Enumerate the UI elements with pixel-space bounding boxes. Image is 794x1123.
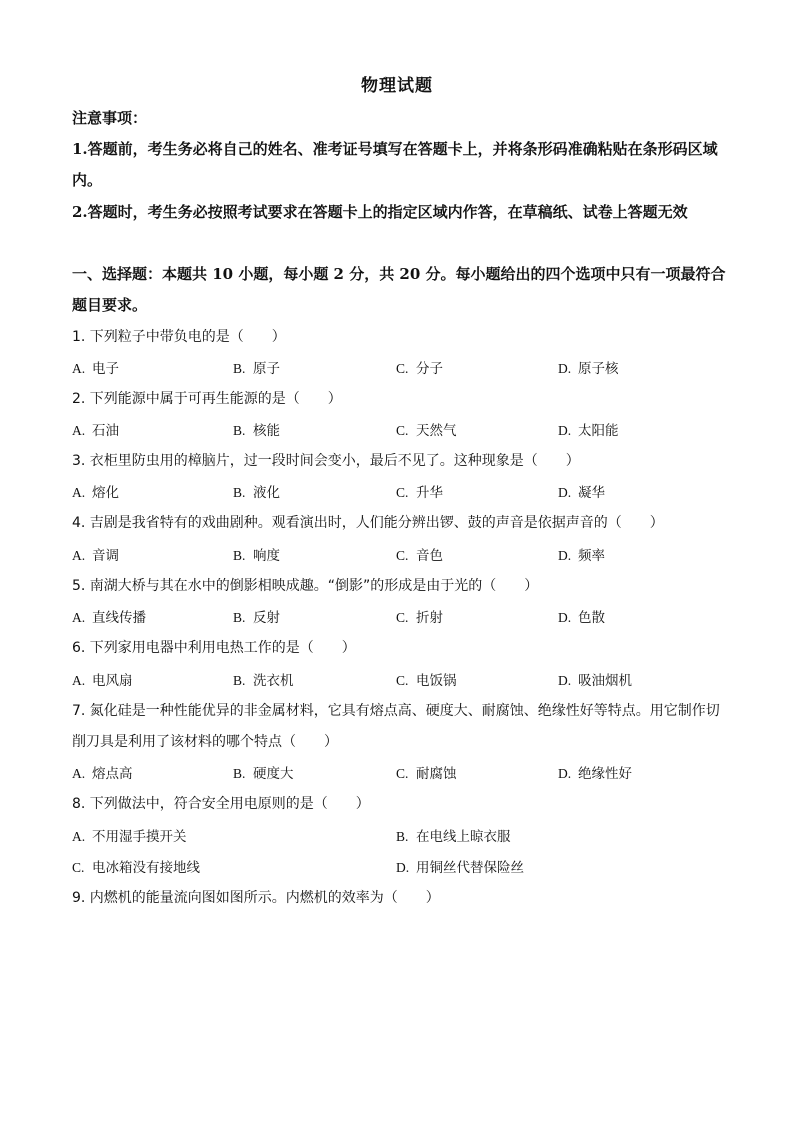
notice-heading: 注意事项： xyxy=(72,109,148,127)
option-d: D. 太阳能 xyxy=(558,423,619,439)
page-title: 物理试题 xyxy=(361,76,433,96)
option-b: B. 核能 xyxy=(233,423,280,439)
option-a: A. 不用湿手摸开关 xyxy=(72,829,187,845)
option-c: C. 耐腐蚀 xyxy=(396,766,457,782)
question-1-stem: 1. 下列粒子中带负电的是（ ） xyxy=(72,329,286,345)
option-c: C. 电饭锅 xyxy=(396,673,457,689)
option-b: B. 在电线上晾衣服 xyxy=(396,829,511,845)
option-a: A. 熔化 xyxy=(72,485,119,501)
question-8-options-row-2 xyxy=(72,852,728,883)
question-9-stem: 9. 内燃机的能量流向图如图所示。内燃机的效率为（ ） xyxy=(72,890,440,906)
question-1-options xyxy=(72,353,728,384)
option-b: B. 反射 xyxy=(233,610,280,626)
question-8-stem: 8. 下列做法中，符合安全用电原则的是（ ） xyxy=(72,796,370,812)
option-a: A. 电子 xyxy=(72,361,119,377)
option-b: B. 液化 xyxy=(233,485,280,501)
option-c: C. 升华 xyxy=(396,485,443,501)
option-d: D. 色散 xyxy=(558,610,605,626)
option-a: A. 石油 xyxy=(72,423,119,439)
option-c: C. 天然气 xyxy=(396,423,457,439)
option-d: D. 凝华 xyxy=(558,485,605,501)
question-7-stem: 7. 氮化硅是一种性能优异的非金属材料，它具有熔点高、硬度大、耐腐蚀、绝缘性好等特点。用它制作切削刀具是利用了该材料的哪个特点（ ） xyxy=(72,703,720,750)
question-3-options xyxy=(72,477,728,508)
option-a: A. 电风扇 xyxy=(72,673,133,689)
option-d: D. 绝缘性好 xyxy=(558,766,632,782)
question-4-options xyxy=(72,540,728,571)
option-c: C. 分子 xyxy=(396,361,443,377)
notice-item-1: 1.答题前，考生务必将自己的姓名、准考证号填写在答题卡上，并将条形码准确粘贴在条形码区域内。 xyxy=(72,140,718,189)
question-7-options xyxy=(72,758,728,789)
option-d: D. 用铜丝代替保险丝 xyxy=(396,860,524,876)
question-6-stem: 6. 下列家用电器中利用电热工作的是（ ） xyxy=(72,640,356,656)
option-d: D. 吸油烟机 xyxy=(558,673,632,689)
option-d: D. 频率 xyxy=(558,548,605,564)
option-a: A. 音调 xyxy=(72,548,119,564)
option-b: B. 原子 xyxy=(233,361,280,377)
option-b: B. 硬度大 xyxy=(233,766,294,782)
question-5-options xyxy=(72,602,728,633)
option-a: A. 直线传播 xyxy=(72,610,146,626)
question-6-options xyxy=(72,665,728,696)
notice-item-2: 2.答题时，考生务必按照考试要求在答题卡上的指定区域内作答，在草稿纸、试卷上答题无效 xyxy=(72,203,688,221)
question-2-options xyxy=(72,415,728,446)
question-3-stem: 3. 衣柜里防虫用的樟脑片，过一段时间会变小，最后不见了。这种现象是（ ） xyxy=(72,453,580,469)
option-a: A. 熔点高 xyxy=(72,766,133,782)
option-c: C. 折射 xyxy=(396,610,443,626)
question-5-stem: 5. 南湖大桥与其在水中的倒影相映成趣。“倒影”的形成是由于光的（ ） xyxy=(72,578,539,594)
question-8-options-row-1 xyxy=(72,821,728,852)
question-2-stem: 2. 下列能源中属于可再生能源的是（ ） xyxy=(72,391,342,407)
section-heading: 一、选择题：本题共 10 小题，每小题 2 分，共 20 分。每小题给出的四个选项中只有一项最符合题目要求。 xyxy=(72,265,726,314)
option-d: D. 原子核 xyxy=(558,361,619,377)
option-b: B. 响度 xyxy=(233,548,280,564)
option-c: C. 音色 xyxy=(396,548,443,564)
option-c: C. 电冰箱没有接地线 xyxy=(72,860,200,876)
question-4-stem: 4. 吉剧是我省特有的戏曲剧种。观看演出时，人们能分辨出锣、鼓的声音是依据声音的（ ） xyxy=(72,515,664,531)
option-b: B. 洗衣机 xyxy=(233,673,294,689)
